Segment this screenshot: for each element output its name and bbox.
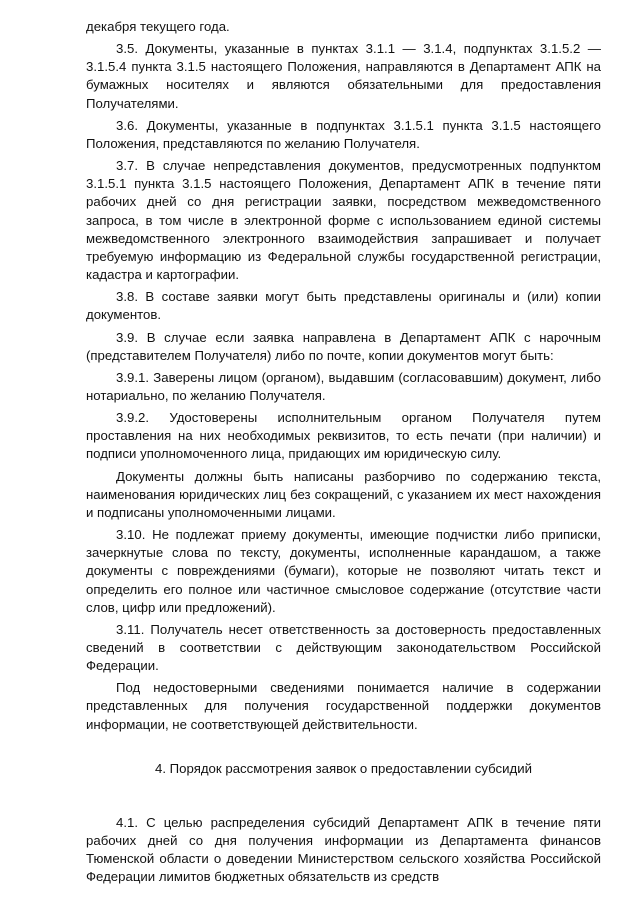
- paragraph-3-9: 3.9. В случае если заявка направлена в Департамент АПК с нарочным (представителем Получателя) либо по почте, копии документов могут быть:: [86, 329, 601, 363]
- paragraph-3-10: 3.10. Не подлежат приему документы, имеющие подчистки либо приписки, зачеркнутые слова по тексту, документы, исполненные карандашом, а также документы с повреждениями (бумаги), которые не позволяют читать текст и определить его полное или частичное смысловое содержание (отсутствие части слов, цифр или предложений).: [86, 527, 601, 615]
- paragraph-false-info: Под недостоверными сведениями понимается наличие в содержании представленных для получения государственной поддержки документов информации, не соответствующей действительности.: [86, 680, 601, 732]
- paragraph-3-5: 3.5. Документы, указанные в пунктах 3.1.1 — 3.1.4, подпунктах 3.1.5.2 — 3.1.5.4 пункта 3.1.5 настоящего Положения, направляются в Департамент АПК на бумажных носителях и являются обязательными для предоставления Получателями.: [86, 41, 601, 111]
- paragraph-3-9-1: 3.9.1. Заверены лицом (органом), выдавшим (согласовавшим) документ, либо нотариально, по желанию Получателя.: [86, 369, 601, 403]
- paragraph-3-6: 3.6. Документы, указанные в подпунктах 3.1.5.1 пункта 3.1.5 настоящего Положения, представляются по желанию Получателя.: [86, 117, 601, 151]
- section-heading-4: 4. Порядок рассмотрения заявок о предоставлении субсидий: [154, 760, 532, 776]
- paragraph-3-7: 3.7. В случае непредставления документов, предусмотренных подпунктом 3.1.5.1 пункта 3.1.5 настоящего Положения, Департамент АПК в течение пяти рабочих дней со дня регистрации заявки, посредством межведомственного запроса, в том числе в электронной форме с использованием единой системы межведомственного электронного взаимодействия запрашивает и получает требуемую информацию из Федеральной службы государственной регистрации, кадастра и картографии.: [86, 158, 601, 283]
- paragraph-requirements: Документы должны быть написаны разборчиво по содержанию текста, наименования юридических лиц без сокращений, с указанием их мест нахождения и подписаны уполномоченными лицами.: [86, 468, 601, 520]
- paragraph-4-1: 4.1. С целью распределения субсидий Департамент АПК в течение пяти рабочих дней со дня получения информации из Департамента финансов Тюменской области о доведении Министерством сельского хозяйства Российской Федерации лимитов бюджетных обязательств из средств: [86, 814, 601, 885]
- document-body: [86, 18, 601, 887]
- paragraph-3-11: 3.11. Получатель несет ответственность за достоверность предоставленных сведений в соответствии с действующим законодательством Российской Федерации.: [86, 621, 601, 674]
- paragraph-continuation: декабря текущего года.: [86, 19, 230, 34]
- paragraph-3-9-2: 3.9.2. Удостоверены исполнительным органом Получателя путем проставления на них необходимых реквизитов, то есть печати (при наличии) и подписи уполномоченного лица, придающих им юридическую силу.: [86, 410, 601, 462]
- paragraph-3-8: 3.8. В составе заявки могут быть представлены оригиналы и (или) копии документов.: [86, 289, 601, 323]
